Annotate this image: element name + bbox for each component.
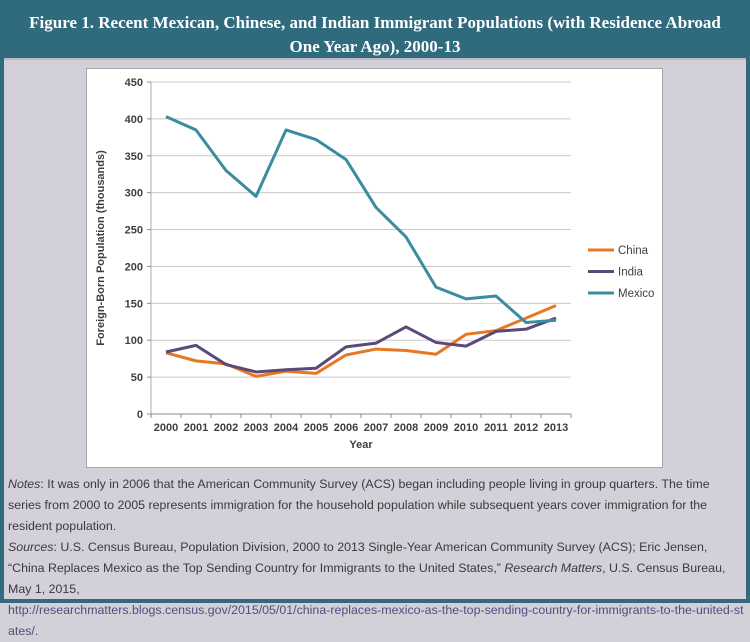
figure-title-line2: One Year Ago), 2000-13 xyxy=(289,37,461,56)
x-axis-title: Year xyxy=(349,439,373,451)
x-tick-label: 2004 xyxy=(273,422,299,434)
x-tick-label: 2007 xyxy=(363,422,389,434)
y-tick-label: 0 xyxy=(136,409,143,421)
x-tick-label: 2010 xyxy=(453,422,479,434)
y-tick-label: 250 xyxy=(124,224,143,237)
x-tick-label: 2008 xyxy=(393,422,419,434)
x-tick-label: 2006 xyxy=(333,422,359,434)
notes-text: : It was only in 2006 that the American Community Survey (ACS) began including people living in group quarters. The time series from 2000 to 2005 represents immigration for the household population while subsequent years cover immigration for the resident population. xyxy=(8,477,710,533)
y-axis-title: Foreign-Born Population (thousands) xyxy=(95,150,107,346)
legend-label-china: China xyxy=(618,245,649,257)
y-tick-label: 450 xyxy=(124,77,143,89)
y-tick-label: 150 xyxy=(124,298,143,311)
x-tick-label: 2009 xyxy=(423,422,449,434)
x-tick-label: 2002 xyxy=(213,422,239,434)
sources-publication: Research Matters xyxy=(504,561,603,575)
figure-title-bar xyxy=(4,4,746,58)
sources-text-2: , U.S. Census Bureau, May 1, 2015, xyxy=(8,561,726,596)
y-tick-label: 50 xyxy=(130,372,143,385)
chart-panel xyxy=(86,68,663,468)
y-tick-label: 100 xyxy=(124,335,143,348)
x-tick-label: 2001 xyxy=(183,422,209,434)
legend-label-mexico: Mexico xyxy=(618,288,655,300)
y-tick-label: 300 xyxy=(124,187,143,200)
x-tick-label: 2003 xyxy=(243,422,269,434)
sources-text-1: : U.S. Census Bureau, Population Division, 2000 to 2013 Single-Year American Community Survey (ACS); Eric Jensen, “China Replaces Mexico as the Top Sending Country for Immigrants to the United States,” xyxy=(8,540,708,575)
series-line-china xyxy=(166,306,556,377)
x-tick-label: 2000 xyxy=(153,422,179,434)
y-tick-label: 200 xyxy=(124,261,143,274)
line-chart xyxy=(87,69,664,469)
series-line-india xyxy=(166,318,556,372)
source-link[interactable]: http://researchmatters.blogs.census.gov/2015/05/01/china-replaces-mexico-as-the-top-sending-country-for-immigrants-to-the-united-states/. xyxy=(8,603,744,638)
y-tick-label: 350 xyxy=(124,150,143,163)
figure-title-line1: Figure 1. Recent Mexican, Chinese, and Indian Immigrant Populations (with Residence Abroad xyxy=(29,13,721,32)
x-tick-label: 2013 xyxy=(543,422,569,434)
y-tick-label: 400 xyxy=(124,113,143,126)
x-tick-label: 2012 xyxy=(513,422,539,434)
sources-label: Sources xyxy=(8,540,54,554)
x-tick-label: 2005 xyxy=(303,422,329,434)
series-line-mexico xyxy=(166,117,556,323)
notes-label: Notes xyxy=(8,477,41,491)
notes-section xyxy=(8,474,744,642)
legend-label-india: India xyxy=(618,266,643,279)
x-tick-label: 2011 xyxy=(484,422,508,434)
